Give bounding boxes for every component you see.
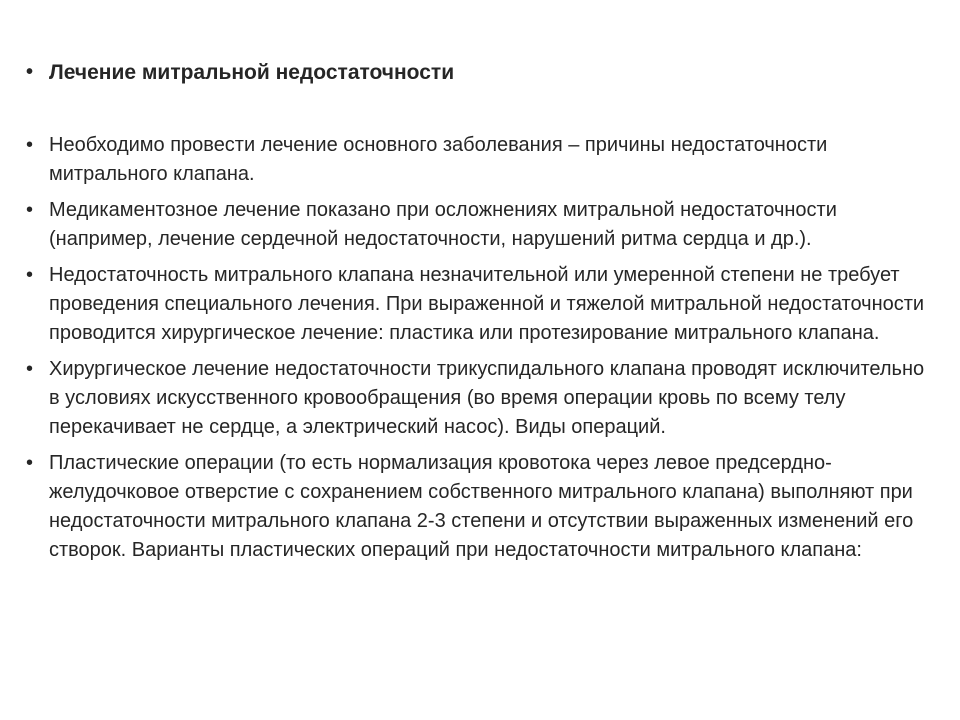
bullet-list — [26, 58, 926, 572]
bullet-item-3: • Недостаточность митрального клапана незначительной или умеренной степени не требует проведения специального лечения. При выраженной и тяжелой митральной недостаточности проводится хирургическое лечение: пластика или протезирование митрального клапана. — [26, 261, 926, 348]
slide-title: • Лечение митральной недостаточности — [26, 58, 926, 87]
bullet-item-1: • Необходимо провести лечение основного заболевания – причины недостаточности митрального клапана. — [26, 131, 926, 189]
bullet-item-5: • Пластические операции (то есть нормализация кровотока через левое предсердно-желудочковое отверстие с сохранением собственного митрального клапана) выполняют при недостаточности митрального клапана 2-3 степени и отсутствии выраженных изменений его створок. Варианты пластических операций при недостаточности митрального клапана: — [26, 449, 926, 565]
bullet-item-2: • Медикаментозное лечение показано при осложнениях митральной недостаточности (например, лечение сердечной недостаточности, нарушений ритма сердца и др.). — [26, 196, 926, 254]
bullet-item-4: • Хирургическое лечение недостаточности трикуспидального клапана проводят исключительно в условиях искусственного кровообращения (во время операции кровь по всему телу перекачивает не сердце, а электрический насос). Виды операций. — [26, 355, 926, 442]
